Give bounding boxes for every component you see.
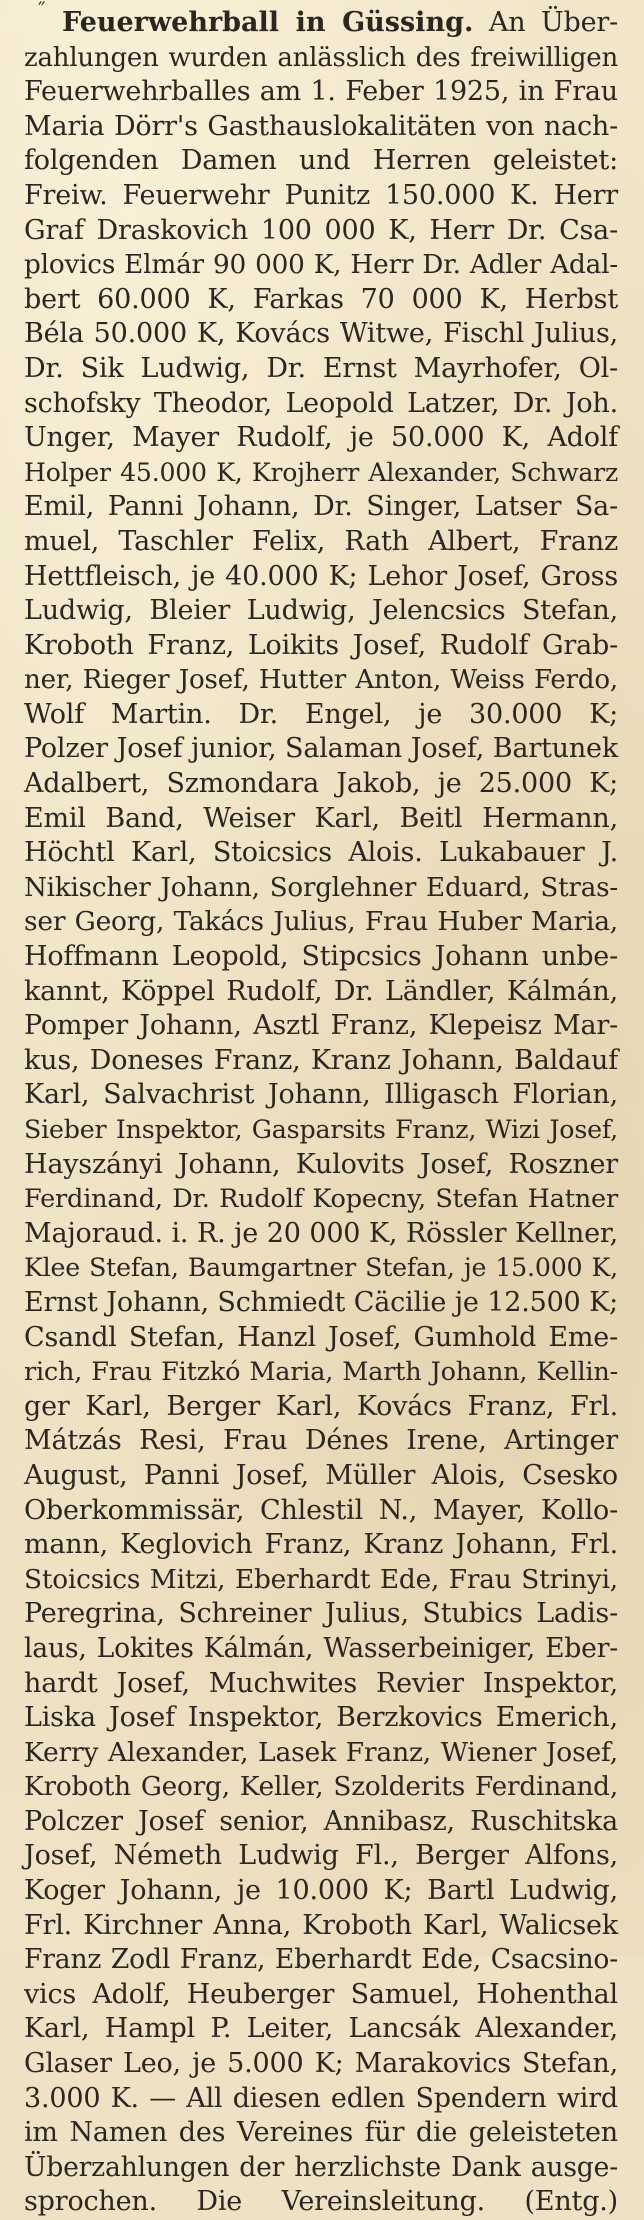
article-line: Emil, Panni Johann, Dr. Singer, Latser Sa- xyxy=(24,491,618,523)
article-line: Klee Stefan, Baumgartner Stefan, je 15.000 K, xyxy=(24,1253,618,1283)
article-line: Karl, Salvachrist Johann, Illigasch Florian, xyxy=(24,1079,618,1111)
article-line: Hayszányi Johann, Kulovits Josef, Roszner xyxy=(24,1148,618,1180)
article-line: Glaser Leo, je 5.000 K; Marakovics Stefan, xyxy=(24,2048,618,2080)
article-line: Ferdinand, Dr. Rudolf Kopecny, Stefan Hatner xyxy=(24,1184,618,1215)
article-line: Kroboth Franz, Loikits Josef, Rudolf Grab- xyxy=(24,629,618,661)
article-line: Peregrina, Schreiner Julius, Stubics Ladis- xyxy=(24,1598,618,1630)
article-line: Ernst Johann, Schmiedt Cäcilie je 12.500 K; xyxy=(24,1286,618,1318)
article-line: schofsky Theodor, Leopold Latzer, Dr. Joh. xyxy=(24,387,618,419)
article-line: vics Adolf, Heuberger Samuel, Hohenthal xyxy=(24,1978,618,2010)
article-line: Feuerwehrballes am 1. Feber 1925, in Frau xyxy=(24,76,618,108)
article-line-headline xyxy=(24,6,618,41)
article-line: hardt Josef, Muchwites Revier Inspektor, xyxy=(24,1667,618,1699)
article-line: bert 60.000 K, Farkas 70 000 K, Herbst xyxy=(24,283,618,315)
article-line: Mátzás Resi, Frau Dénes Irene, Artinger xyxy=(24,1425,618,1457)
article-line: Koger Johann, je 10.000 K; Bartl Ludwig, xyxy=(24,1875,618,1907)
article-line: Béla 50.000 K, Kovács Witwe, Fischl Julius, xyxy=(24,318,618,350)
article-line-text: An Über- xyxy=(473,7,618,38)
article-line: Hoffmann Leopold, Stipcsics Johann unbe- xyxy=(24,941,618,973)
article-line: Oberkommissär, Chlestil N., Mayer, Kollo- xyxy=(24,1494,618,1526)
headline: Feuerwehrball in Güssing. xyxy=(62,7,474,38)
article-line: Csandl Stefan, Hanzl Josef, Gumhold Eme- xyxy=(24,1321,618,1353)
article-line: Liska Josef Inspektor, Berzkovics Emerich, xyxy=(24,1702,618,1734)
article-line: Hettfleisch, je 40.000 K; Lehor Josef, Gross xyxy=(24,560,618,592)
article-line: kannt, Köppel Rudolf, Dr. Ländler, Kálmán, xyxy=(24,975,618,1007)
article-line: rich, Frau Fitzkó Maria, Marth Johann, Kellin- xyxy=(24,1357,618,1388)
article-line: Maria Dörr's Gasthauslokalitäten von nach- xyxy=(24,110,618,142)
article-line: Polczer Josef senior, Annibasz, Ruschitska xyxy=(24,1805,618,1837)
article-line: Wolf Martin. Dr. Engel, je 30.000 K; xyxy=(24,698,618,730)
article-line: mann, Keglovich Franz, Kranz Johann, Frl. xyxy=(24,1529,618,1561)
article-column xyxy=(24,0,618,2220)
article-line: Unger, Mayer Rudolf, je 50.000 K, Adolf xyxy=(24,422,618,454)
article-line: plovics Elmár 90 000 K, Herr Dr. Adler Adal- xyxy=(24,250,618,281)
article-line: Kerry Alexander, Lasek Franz, Wiener Josef, xyxy=(24,1736,618,1768)
article-line: Majoraud. i. R. je 20 000 K, Rössler Kellner, xyxy=(24,1217,618,1249)
article-line: Emil Band, Weiser Karl, Beitl Hermann, xyxy=(24,802,618,834)
article-line: Josef, Németh Ludwig Fl., Berger Alfons, xyxy=(24,1840,618,1872)
article-line: ner, Rieger Josef, Hutter Anton, Weiss Ferdo, xyxy=(24,665,618,696)
article-line: ger Karl, Berger Karl, Kovács Franz, Frl. xyxy=(24,1390,618,1422)
article-line: kus, Doneses Franz, Kranz Johann, Baldauf xyxy=(24,1044,618,1076)
article-line: Ludwig, Bleier Ludwig, Jelencsics Stefan, xyxy=(24,595,618,627)
article-line: Franz Zodl Franz, Eberhardt Ede, Csacsino- xyxy=(24,1944,618,1976)
article-line: Dr. Sik Ludwig, Dr. Ernst Mayrhofer, Ol- xyxy=(24,352,618,384)
article-line: Stoicsics Mitzi, Eberhardt Ede, Frau Strinyi, xyxy=(24,1564,618,1595)
article-line: Überzahlungen der herzlichste Dank ausge- xyxy=(24,2151,618,2183)
article-line: August, Panni Josef, Müller Alois, Csesko xyxy=(24,1459,618,1491)
article-line: Pomper Johann, Asztl Franz, Klepeisz Mar- xyxy=(24,1010,618,1042)
article-line: Kroboth Georg, Keller, Szolderits Ferdinand, xyxy=(24,1772,618,1803)
article-line-last: sprochen. Die Vereinsleitung. (Entg.) xyxy=(24,2186,618,2218)
article-line: Freiw. Feuerwehr Punitz 150.000 K. Herr xyxy=(24,179,618,211)
article-line: Nikischer Johann, Sorglehner Eduard, Stras- xyxy=(24,872,618,903)
article-line: Karl, Hampl P. Leiter, Lancsák Alexander, xyxy=(24,2013,618,2045)
article-line: im Namen des Vereines für die geleisteten xyxy=(24,2117,618,2149)
article-line: Sieber Inspektor, Gasparsits Franz, Wizi Josef, xyxy=(24,1115,618,1144)
article-line: Holper 45.000 K, Krojherr Alexander, Schwarz xyxy=(24,457,618,487)
article-line: laus, Lokites Kálmán, Wasserbeiniger, Eber- xyxy=(24,1632,618,1664)
article-line: Polzer Josef junior, Salaman Josef, Bartunek xyxy=(24,733,618,765)
article-line: zahlungen wurden anlässlich des freiwilligen xyxy=(24,42,618,73)
quote-mark: ˝ xyxy=(36,0,46,22)
article-line: Frl. Kirchner Anna, Kroboth Karl, Walicsek xyxy=(24,1909,618,1941)
article-line: muel, Taschler Felix, Rath Albert, Franz xyxy=(24,525,618,557)
article-line: Adalbert, Szmondara Jakob, je 25.000 K; xyxy=(24,768,618,800)
article-line: folgenden Damen und Herren geleistet: xyxy=(24,145,618,177)
article-line: Höchtl Karl, Stoicsics Alois. Lukabauer J. xyxy=(24,837,618,869)
article-line: Graf Draskovich 100 000 K, Herr Dr. Csa- xyxy=(24,214,618,246)
article-line: ser Georg, Takács Julius, Frau Huber Maria, xyxy=(24,906,618,938)
article-line: 3.000 K. — All diesen edlen Spendern wird xyxy=(24,2082,618,2114)
